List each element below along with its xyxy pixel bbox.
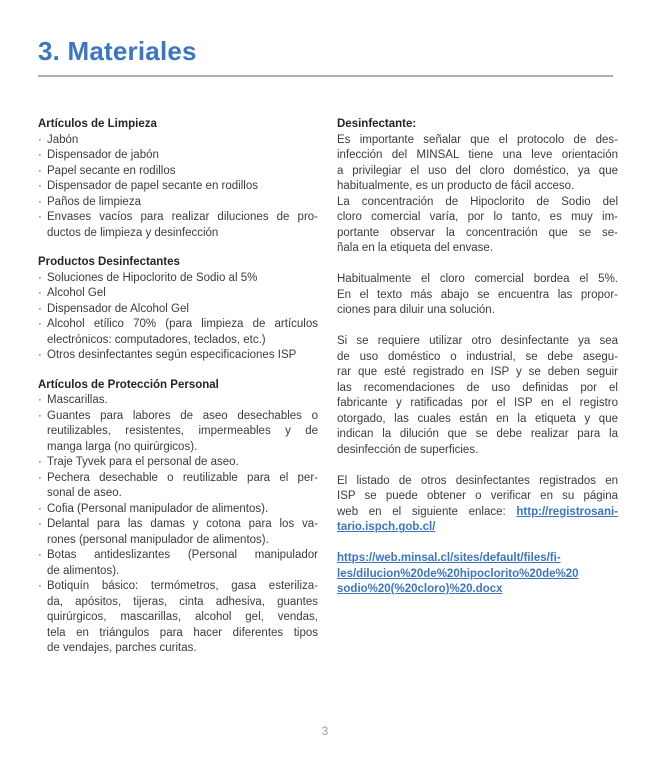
list-item-text xyxy=(47,393,318,409)
text-line xyxy=(337,334,618,350)
bullet-marker: · xyxy=(38,580,42,592)
text-line xyxy=(47,195,318,211)
right-column xyxy=(337,117,618,657)
text-line xyxy=(47,440,318,456)
bullet-marker: · xyxy=(38,180,42,192)
text-line xyxy=(337,567,618,583)
text-line xyxy=(337,582,618,598)
text-span: Otros desinfectantes según especificaciones ISP xyxy=(47,349,297,361)
text-span: Paños de limpieza xyxy=(47,195,141,208)
text-span: ISP se puede obtener o verificar en su página xyxy=(337,490,618,502)
text-line xyxy=(337,474,618,490)
text-line xyxy=(47,148,318,164)
text-span: Jabón xyxy=(47,133,79,146)
page-number: 3 xyxy=(321,726,329,738)
text-span: Alcohol etílico 70% (para limpieza de artículos xyxy=(47,318,318,330)
bullet-marker: · xyxy=(38,195,42,208)
text-line xyxy=(337,133,618,149)
list-item-text xyxy=(47,286,318,302)
left-column xyxy=(38,117,318,657)
text-span: otorgado, las cuales están en la etiqueta y que xyxy=(337,412,618,425)
bullet-marker: · xyxy=(38,549,42,561)
list-item xyxy=(38,517,318,548)
text-span: de vendajes, parches curitas. xyxy=(47,642,197,654)
paragraph xyxy=(337,272,618,319)
text-span: habitualmente, es un producto de fácil acceso. xyxy=(337,180,575,192)
text-span: tela en triángulos para hacer diferentes tipos xyxy=(47,626,318,639)
text-span: Cofia (Personal manipulador de alimentos). xyxy=(47,502,269,515)
text-line xyxy=(47,302,318,318)
text-span: ciones para diluir una solución. xyxy=(337,304,495,316)
list-item xyxy=(38,502,318,518)
text-span: desinfección de superficies. xyxy=(337,443,479,456)
text-span: Habitualmente el cloro comercial bordea el 5%. xyxy=(337,273,618,285)
paragraph xyxy=(337,334,618,458)
bullet-marker: · xyxy=(38,211,42,223)
list-item xyxy=(38,179,318,195)
content-columns xyxy=(38,117,619,657)
list-item xyxy=(38,302,318,318)
text-span: Guantes para labores de aseo desechables o xyxy=(47,409,318,422)
text-span: rar que esté registrado en ISP y se deben seguir xyxy=(337,366,618,378)
bullet-list xyxy=(38,271,318,364)
text-line xyxy=(337,195,618,211)
text-span: Botiquín básico: termómetros, gasa esteriliza- xyxy=(47,580,318,592)
text-span: de uso doméstico o industrial, se debe asegu- xyxy=(337,350,618,363)
text-span: Mascarillas. xyxy=(47,394,108,406)
section xyxy=(38,117,318,241)
list-item-text xyxy=(47,164,318,180)
list-item-text xyxy=(47,471,318,502)
list-item-text xyxy=(47,455,318,471)
text-line xyxy=(337,179,618,195)
text-span: El listado de otros desinfectantes registrados en xyxy=(337,474,618,487)
text-span: Es importante señalar que el protocolo de des- xyxy=(337,133,618,146)
text-line xyxy=(47,333,318,349)
section-heading: Artículos de Protección Personal xyxy=(38,378,219,391)
list-item-text xyxy=(47,179,318,195)
bullet-marker: · xyxy=(38,502,42,515)
text-line xyxy=(47,533,318,549)
text-span: a privilegiar el uso del cloro doméstico, ya que xyxy=(337,164,618,177)
link-registrosanitario[interactable]: http://registrosani- xyxy=(516,505,618,518)
list-item xyxy=(38,455,318,471)
link-registrosanitario[interactable]: tario.ispch.gob.cl/ xyxy=(337,521,436,533)
text-span: Traje Tyvek para el personal de aseo. xyxy=(47,456,239,468)
bullet-marker: · xyxy=(38,164,42,177)
list-item xyxy=(38,548,318,579)
text-span: Dispensador de papel secante en rodillos xyxy=(47,180,258,192)
text-span: fabricante y ratificadas por el ISP en el registro xyxy=(337,397,618,409)
text-span: infección del MINSAL tiene una leve orientación xyxy=(337,149,618,161)
text-line xyxy=(47,595,318,611)
list-item-text xyxy=(47,409,318,456)
list-item xyxy=(38,409,318,456)
list-item-text xyxy=(47,148,318,164)
text-line xyxy=(47,226,318,242)
list-item xyxy=(38,195,318,211)
bullet-marker: · xyxy=(38,133,42,146)
bullet-marker: · xyxy=(38,394,42,406)
text-span: Si se requiere utilizar otro desinfectante ya sea xyxy=(337,335,618,347)
text-span: Soluciones de Hipoclorito de Sodio al 5% xyxy=(47,271,258,284)
paragraph xyxy=(337,474,618,536)
text-line xyxy=(337,350,618,366)
section-heading: Productos Desinfectantes xyxy=(38,256,180,268)
paragraph xyxy=(337,551,618,598)
text-span: portante observar la concentración que se se- xyxy=(337,226,618,239)
text-line xyxy=(47,455,318,471)
text-line xyxy=(47,179,318,195)
section-heading: Artículos de Limpieza xyxy=(38,118,157,130)
text-line xyxy=(337,241,618,257)
text-span: En el texto más abajo se encuentra las propor- xyxy=(337,288,618,301)
text-span: da, apósitos, tijeras, cinta adhesiva, guantes xyxy=(47,595,318,608)
bullet-marker: · xyxy=(38,409,42,422)
list-item xyxy=(38,133,318,149)
text-line xyxy=(337,164,618,180)
text-line xyxy=(337,288,618,304)
list-item xyxy=(38,471,318,502)
text-line xyxy=(47,626,318,642)
text-line xyxy=(47,133,318,149)
list-item xyxy=(38,317,318,348)
list-item-text xyxy=(47,133,318,149)
text-line xyxy=(47,548,318,564)
text-line xyxy=(337,226,618,242)
text-span: manga larga (no quirúrgicos). xyxy=(47,440,198,453)
section-heading: Desinfectante: xyxy=(337,118,417,130)
text-line xyxy=(47,564,318,580)
list-item-text xyxy=(47,502,318,518)
text-line xyxy=(337,210,618,226)
text-line xyxy=(47,641,318,657)
list-item xyxy=(38,148,318,164)
list-item-text xyxy=(47,548,318,579)
page-title: 3. Materiales xyxy=(38,36,197,66)
text-line xyxy=(47,610,318,626)
list-item xyxy=(38,393,318,409)
text-line xyxy=(47,348,318,364)
paragraph-container xyxy=(337,133,618,598)
text-span: Delantal para las damas y cotona para los va- xyxy=(47,518,318,530)
section xyxy=(38,255,318,364)
section xyxy=(38,378,318,657)
text-span: quirúrgicos, mascarillas, alcohol gel, vendas, xyxy=(47,611,318,623)
bullet-marker: · xyxy=(38,518,42,530)
text-span: Dispensador de Alcohol Gel xyxy=(47,302,189,315)
list-item-text xyxy=(47,195,318,211)
list-item xyxy=(38,210,318,241)
text-line xyxy=(337,396,618,412)
list-item-text xyxy=(47,271,318,287)
link-minsal-docx[interactable]: https://web.minsal.cl/sites/default/files/fi- xyxy=(337,552,561,564)
paragraph xyxy=(337,195,618,257)
bullet-list xyxy=(38,133,318,242)
list-item xyxy=(38,579,318,657)
text-line xyxy=(47,579,318,595)
list-item-text xyxy=(47,210,318,241)
text-span: La concentración de Hipoclorito de Sodio del xyxy=(337,195,618,208)
text-line xyxy=(47,502,318,518)
list-item-text xyxy=(47,517,318,548)
list-item-text xyxy=(47,579,318,657)
bullet-marker: · xyxy=(38,318,42,330)
list-item-text xyxy=(47,348,318,364)
text-span: Papel secante en rodillos xyxy=(47,164,176,177)
title-rule xyxy=(38,75,613,77)
text-line xyxy=(47,210,318,226)
text-line xyxy=(47,517,318,533)
link-minsal-docx[interactable]: sodio%20(%20cloro)%20.docx xyxy=(337,583,503,595)
text-span: de alimentos). xyxy=(47,564,120,577)
text-line xyxy=(47,164,318,180)
text-span: web en el siguiente enlace: xyxy=(337,505,517,518)
paragraph xyxy=(337,133,618,195)
text-span: cloro comercial varía, por lo tanto, es muy im- xyxy=(337,211,618,223)
list-item xyxy=(38,286,318,302)
text-line xyxy=(337,520,618,536)
text-span: ñala en la etiqueta del envase. xyxy=(337,242,494,254)
text-line xyxy=(337,551,618,567)
bullet-marker: · xyxy=(38,149,42,161)
text-span: Pechera desechable o reutilizable para el per- xyxy=(47,471,318,484)
text-line xyxy=(47,424,318,440)
list-item xyxy=(38,348,318,364)
bullet-marker: · xyxy=(38,471,42,484)
text-line xyxy=(337,365,618,381)
text-line xyxy=(47,286,318,302)
text-span: Botas antideslizantes (Personal manipulador xyxy=(47,549,318,561)
text-line xyxy=(47,317,318,333)
text-line xyxy=(47,471,318,487)
text-line xyxy=(337,272,618,288)
list-item xyxy=(38,164,318,180)
text-line xyxy=(337,412,618,428)
text-span: rones (personal manipulador de alimentos). xyxy=(47,533,269,546)
text-span: las recomendaciones de uso definidas por el xyxy=(337,381,618,394)
list-item-text xyxy=(47,302,318,318)
text-line xyxy=(337,427,618,443)
text-line xyxy=(337,148,618,164)
text-span: sonal de aseo. xyxy=(47,487,122,499)
bullet-marker: · xyxy=(38,271,42,284)
text-line xyxy=(337,489,618,505)
text-line xyxy=(337,505,618,521)
text-line xyxy=(47,486,318,502)
text-span: Envases vacíos para realizar diluciones de pro- xyxy=(47,211,318,223)
text-span: Alcohol Gel xyxy=(47,287,106,299)
text-line xyxy=(47,271,318,287)
bullet-marker: · xyxy=(38,287,42,299)
list-item-text xyxy=(47,317,318,348)
text-line xyxy=(337,381,618,397)
bullet-list xyxy=(38,393,318,657)
text-span: ductos de limpieza y desinfección xyxy=(47,226,219,239)
text-line xyxy=(337,303,618,319)
text-span: reutilizables, resistentes, impermeables y de xyxy=(47,425,318,437)
text-line xyxy=(47,409,318,425)
bullet-marker: · xyxy=(38,349,42,361)
text-span: electrónicos: computadores, teclados, etc.) xyxy=(47,333,266,346)
text-span: Dispensador de jabón xyxy=(47,149,159,161)
text-line xyxy=(337,443,618,459)
bullet-marker: · xyxy=(38,302,42,315)
text-span: indican la dilución que se debe realizar para la xyxy=(337,428,618,440)
bullet-marker: · xyxy=(38,456,42,468)
link-minsal-docx[interactable]: les/dilucion%20de%20hipoclorito%20de%20 xyxy=(337,567,579,580)
list-item xyxy=(38,271,318,287)
text-line xyxy=(47,393,318,409)
